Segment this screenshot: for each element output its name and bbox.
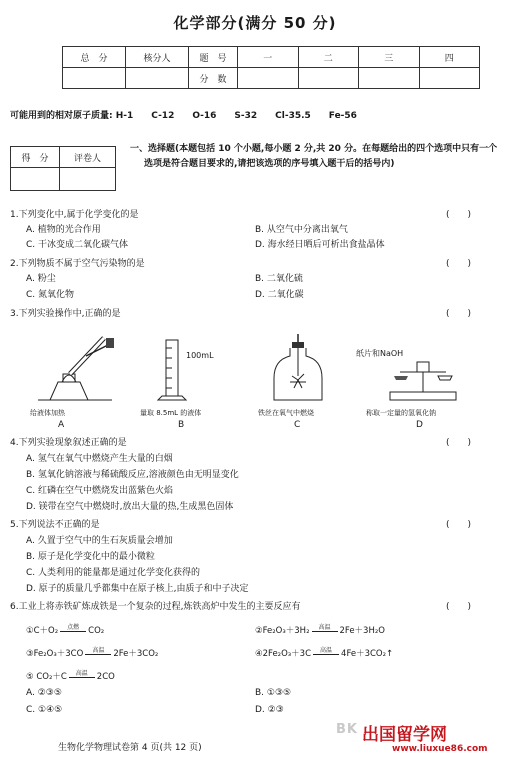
score-blank-checker bbox=[126, 68, 189, 89]
answer-paren-5[interactable]: ( ) bbox=[446, 520, 472, 530]
q5-option-c: C. 人类利用的能量都是通过化学变化获得的 bbox=[26, 568, 201, 578]
q4-option-c: C. 红磷在空气中燃烧发出蓝紫色火焰 bbox=[26, 486, 174, 496]
equation-5-right: 2CO bbox=[96, 672, 115, 682]
q5-option-b: B. 原子是化学变化中的最小微粒 bbox=[26, 552, 155, 562]
question-1-stem: 1.下列变化中,属于化学变化的是 bbox=[10, 210, 139, 220]
answer-paren-4[interactable]: ( ) bbox=[446, 438, 472, 448]
heating-liquid-figure bbox=[30, 330, 120, 402]
equation-2 bbox=[255, 624, 385, 636]
equation-1 bbox=[26, 624, 104, 636]
equation-1-condition: 点燃 bbox=[67, 623, 80, 631]
figure-letter-c: C bbox=[294, 420, 301, 430]
question-5-stem: 5.下列说法不正确的是 bbox=[10, 520, 100, 530]
grader-cell-grader: 评卷人 bbox=[60, 147, 116, 168]
answer-paren-3[interactable]: ( ) bbox=[446, 309, 472, 319]
caption-c: 铁丝在氧气中燃烧 bbox=[258, 409, 314, 417]
atomic-masses: 可能用到的相对原子质量: H-1 C-12 O-16 S-32 Cl-35.5 Fe-56 bbox=[10, 111, 357, 121]
iron-wire-figure bbox=[270, 332, 326, 404]
grader-blank-score bbox=[11, 168, 60, 191]
score-cell-1: 一 bbox=[238, 47, 299, 68]
equation-4 bbox=[255, 647, 393, 659]
q1-option-c: C. 干冰变成二氧化碳气体 bbox=[26, 240, 129, 250]
question-3-stem: 3.下列实验操作中,正确的是 bbox=[10, 309, 121, 319]
figure-letter-b: B bbox=[178, 420, 185, 430]
answer-paren-6[interactable]: ( ) bbox=[446, 602, 472, 612]
equation-4-right: 4Fe＋3CO₂↑ bbox=[341, 649, 394, 659]
equation-5-arrow bbox=[69, 669, 95, 678]
watermark-logo-text: 出国留学网 bbox=[362, 725, 447, 745]
caption-a: 给液体加热 bbox=[30, 409, 65, 417]
figure-letter-d: D bbox=[416, 420, 423, 430]
watermark-url: www.liuxue86.com bbox=[392, 744, 488, 754]
q2-option-b: B. 二氧化硫 bbox=[255, 274, 303, 284]
equation-5-condition: 高温 bbox=[75, 669, 88, 677]
q2-option-d: D. 二氧化碳 bbox=[255, 290, 304, 300]
q5-option-d: D. 原子的质量几乎都集中在原子核上,由质子和中子决定 bbox=[26, 584, 249, 594]
equation-4-arrow bbox=[313, 646, 339, 655]
page-footer: 生物化学物理试卷第 4 页(共 12 页) bbox=[58, 743, 202, 753]
equation-3-left: ③Fe₂O₃＋3CO bbox=[26, 649, 84, 659]
q6-option-b: B. ①③⑤ bbox=[255, 688, 292, 698]
score-cell-checker: 核分人 bbox=[126, 47, 189, 68]
answer-paren-2[interactable]: ( ) bbox=[446, 259, 472, 269]
section-instruction: 一、选择题(本题包括 10 个小题,每小题 2 分,共 20 分。在每题给出的四个选项中只有一个选项是符合题目要求的,请把该选项的序号填入题干后的括号内) bbox=[130, 144, 498, 169]
question-6-stem: 6.工业上将赤铁矿炼成铁是一个复杂的过程,炼铁高炉中发生的主要反应有 bbox=[10, 602, 301, 612]
q6-option-a: A. ②③⑤ bbox=[26, 688, 62, 698]
caption-b: 量取 8.5mL 的液体 bbox=[140, 409, 202, 417]
score-cell-4: 四 bbox=[419, 47, 480, 68]
equation-4-left: ④2Fe₂O₃＋3C bbox=[255, 649, 312, 659]
equation-3-right: 2Fe＋3CO₂ bbox=[113, 649, 159, 659]
equation-2-right: 2Fe＋3H₂O bbox=[339, 626, 385, 636]
balance-figure bbox=[386, 358, 460, 404]
score-cell-total: 总 分 bbox=[63, 47, 126, 68]
watermark-bk: BK bbox=[336, 722, 358, 737]
q2-option-c: C. 氮氧化物 bbox=[26, 290, 75, 300]
equation-3-arrow bbox=[85, 646, 111, 655]
page-title: 化学部分(满分 50 分) bbox=[173, 14, 337, 32]
answer-paren-1[interactable]: ( ) bbox=[446, 210, 472, 220]
q1-option-a: A. 植物的光合作用 bbox=[26, 225, 101, 235]
equation-3 bbox=[26, 647, 158, 659]
grader-cell-score: 得 分 bbox=[11, 147, 60, 168]
cylinder-label: 100mL bbox=[186, 351, 214, 360]
q5-option-a: A. 久置于空气中的生石灰质量会增加 bbox=[26, 536, 173, 546]
score-blank-1 bbox=[238, 68, 299, 89]
question-4-stem: 4.下列实验现象叙述正确的是 bbox=[10, 438, 127, 448]
balance-label: 纸片和NaOH bbox=[356, 349, 404, 358]
equation-2-condition: 高温 bbox=[318, 623, 331, 631]
q1-option-b: B. 从空气中分离出氧气 bbox=[255, 225, 348, 235]
caption-d: 称取一定量的氢氧化钠 bbox=[366, 409, 436, 417]
equation-2-arrow bbox=[312, 623, 338, 632]
score-blank-total bbox=[63, 68, 126, 89]
equation-2-left: ②Fe₂O₃＋3H₂ bbox=[255, 626, 310, 636]
equation-3-condition: 高温 bbox=[92, 646, 105, 654]
q4-option-a: A. 氢气在氧气中燃烧产生大量的白烟 bbox=[26, 454, 173, 464]
graduated-cylinder-figure bbox=[152, 338, 192, 404]
equation-4-condition: 高温 bbox=[320, 646, 333, 654]
q1-option-d: D. 海水经日晒后可析出食盐晶体 bbox=[255, 240, 385, 250]
score-blank-3 bbox=[359, 68, 420, 89]
equation-1-left: ①C＋O₂ bbox=[26, 626, 59, 636]
grader-table bbox=[10, 146, 116, 191]
q4-option-b: B. 氢氧化钠溶液与稀硫酸反应,溶液颜色由无明显变化 bbox=[26, 470, 239, 480]
equation-1-right: CO₂ bbox=[88, 626, 105, 636]
q6-option-d: D. ②③ bbox=[255, 705, 284, 715]
grader-blank-grader bbox=[60, 168, 116, 191]
score-cell-qnum: 题 号 bbox=[189, 47, 238, 68]
equation-5 bbox=[26, 670, 115, 682]
score-cell-score-label: 分 数 bbox=[189, 68, 238, 89]
figure-letter-a: A bbox=[58, 420, 65, 430]
score-blank-4 bbox=[419, 68, 480, 89]
q4-option-d: D. 镁带在空气中燃烧时,放出大量的热,生成黑色固体 bbox=[26, 502, 234, 512]
q2-option-a: A. 粉尘 bbox=[26, 274, 56, 284]
equation-5-left: ⑤ CO₂＋C bbox=[26, 672, 67, 682]
equation-1-arrow bbox=[60, 623, 86, 632]
q6-option-c: C. ①④⑤ bbox=[26, 705, 63, 715]
question-2-stem: 2.下列物质不属于空气污染物的是 bbox=[10, 259, 145, 269]
score-cell-2: 二 bbox=[298, 47, 359, 68]
score-table bbox=[62, 46, 480, 89]
score-blank-2 bbox=[298, 68, 359, 89]
score-cell-3: 三 bbox=[359, 47, 420, 68]
